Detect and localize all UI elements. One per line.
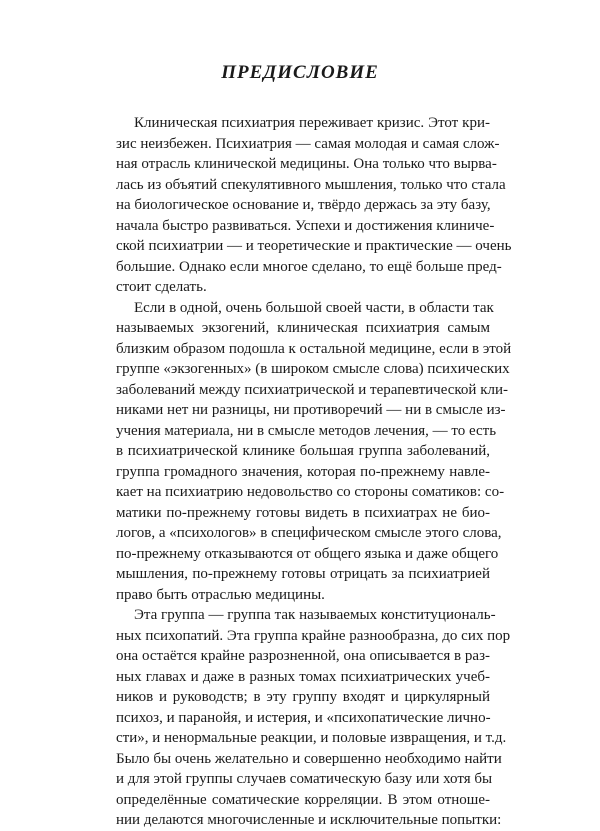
text-line: кает на психиатрию недовольство со стороны соматиков: со- xyxy=(116,484,505,500)
text-line: ской психиатрии — и теоретические и практические — очень xyxy=(116,238,512,254)
text-line: группа громадного значения, которая по-прежнему навле- xyxy=(116,463,490,480)
text-line: Было бы очень желательно и совершенно необходимо найти xyxy=(116,750,502,767)
text-line: матики по-прежнему готовы видеть в психиатрах не био- xyxy=(116,504,490,521)
text-line: группе «экзогенных» (в широком смысле слова) психических xyxy=(116,361,510,377)
text-line: Клиническая психиатрия переживает кризис. Этот кри- xyxy=(134,115,490,131)
text-line: психоз, и паранойя, и истерия, и «психопатические лично- xyxy=(116,709,491,726)
text-line: большие. Однако если многое сделано, то ещё больше пред- xyxy=(116,258,502,275)
text-line: сти», и ненормальные реакции, и половые извращения, и т.д. xyxy=(116,730,507,746)
text-line: определённые соматические корреляции. В этом отноше- xyxy=(116,791,490,808)
paragraph xyxy=(116,605,511,831)
text-line: Если в одной, очень большой своей части, в области так xyxy=(134,299,494,316)
text-line: зис неизбежен. Психиатрия — самая молодая и самая слож- xyxy=(116,135,500,152)
text-line: заболеваний между психиатрической и терапевтической кли- xyxy=(116,381,508,398)
text-line: и для этой группы случаев соматическую базу или хотя бы xyxy=(116,771,493,787)
text-line: называемых экзогений, клиническая психиатрия самым xyxy=(116,320,490,336)
text-line: стоит сделать. xyxy=(116,279,207,295)
text-line: лась из объятий спекулятивного мышления, только что стала xyxy=(116,176,506,193)
paragraph xyxy=(116,113,512,298)
text-line: она остаётся крайне разрозненной, она описывается в раз- xyxy=(116,648,490,664)
text-line: никами нет ни разницы, ни противоречий — ни в смысле из- xyxy=(116,402,506,418)
text-line: начала быстро развиваться. Успехи и достижения клиниче- xyxy=(116,217,495,234)
text-line: ных главах и даже в разных томах психиатрических учеб- xyxy=(116,668,490,685)
text-line: логов, а «психологов» в специфическом смысле этого слова, xyxy=(116,525,502,541)
text-line: по-прежнему отказываются от общего языка и даже общего xyxy=(116,545,499,562)
text-line: право быть отраслью медицины. xyxy=(116,586,325,603)
text-line: нии делаются многочисленные и исключительные попытки: xyxy=(116,812,502,828)
text-line: в психиатрической клинике большая группа заболеваний, xyxy=(116,443,490,459)
text-line: на биологическое основание и, твёрдо держась за эту базу, xyxy=(116,197,491,213)
text-line: мышления, по-прежнему готовы отрицать за психиатрией xyxy=(116,566,490,582)
text-line: учения материала, ни в смысле методов лечения, — то есть xyxy=(116,422,497,439)
text-line: ных психопатий. Эта группа крайне разнообразна, до сих пор xyxy=(116,627,511,644)
text-line: ников и руководств; в эту группу входят и циркулярный xyxy=(116,689,490,705)
text-line: Эта группа — группа так называемых конституциональ- xyxy=(134,607,496,623)
paragraph xyxy=(116,298,512,606)
body-text xyxy=(116,113,512,831)
page-title: ПРЕДИСЛОВИЕ xyxy=(221,62,379,83)
text-line: близким образом подошла к остальной медицине, если в этой xyxy=(116,340,512,357)
text-line: ная отрасль клинической медицины. Она только что вырва- xyxy=(116,156,497,172)
